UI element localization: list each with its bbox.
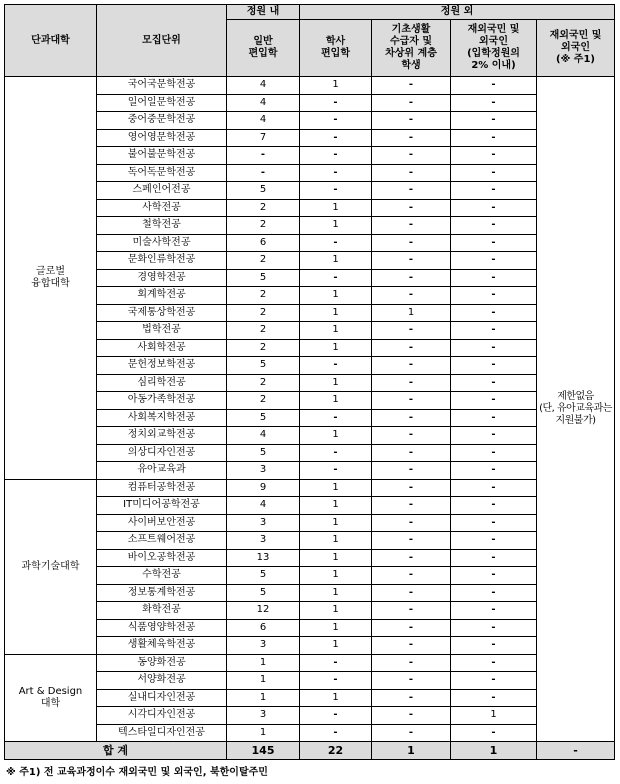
basic-living-count: -: [372, 497, 451, 515]
overseas-korean-count: -: [451, 182, 537, 200]
general-transfer-count: 4: [227, 77, 300, 95]
dept-name: 정치외교학전공: [97, 427, 227, 445]
basic-living-count: -: [372, 287, 451, 305]
general-transfer-count: 2: [227, 392, 300, 410]
bachelor-transfer-count: -: [300, 357, 372, 375]
dept-name: 정보통계학전공: [97, 584, 227, 602]
college-name: 과학기술대학: [5, 479, 97, 654]
overseas-korean-count: -: [451, 549, 537, 567]
basic-living-count: -: [372, 444, 451, 462]
table-row: [5, 252, 615, 270]
general-transfer-count: 5: [227, 567, 300, 585]
dept-name: 문화인류학전공: [97, 252, 227, 270]
table-row: [5, 707, 615, 725]
general-transfer-count: 2: [227, 199, 300, 217]
general-transfer-count: 12: [227, 602, 300, 620]
bachelor-transfer-count: 1: [300, 322, 372, 340]
bachelor-transfer-count: 1: [300, 479, 372, 497]
general-transfer-count: 2: [227, 287, 300, 305]
dept-name: 국제통상학전공: [97, 304, 227, 322]
overseas-korean-count: -: [451, 514, 537, 532]
basic-living-count: -: [372, 619, 451, 637]
general-transfer-count: 5: [227, 444, 300, 462]
bachelor-transfer-count: 1: [300, 392, 372, 410]
dept-name: 사회복지학전공: [97, 409, 227, 427]
dept-name: 서양화전공: [97, 672, 227, 690]
bachelor-transfer-count: 1: [300, 514, 372, 532]
dept-name: 사학전공: [97, 199, 227, 217]
basic-living-count: -: [372, 689, 451, 707]
general-transfer-count: -: [227, 147, 300, 165]
basic-living-count: -: [372, 654, 451, 672]
bachelor-transfer-count: 1: [300, 252, 372, 270]
overseas-korean-count: -: [451, 147, 537, 165]
table-row: [5, 409, 615, 427]
dept-name: 심리학전공: [97, 374, 227, 392]
dept-name: 사회학전공: [97, 339, 227, 357]
bachelor-transfer-count: 1: [300, 689, 372, 707]
basic-living-count: -: [372, 479, 451, 497]
overseas-korean-count: 1: [451, 707, 537, 725]
bachelor-transfer-count: 1: [300, 532, 372, 550]
dept-name: 철학전공: [97, 217, 227, 235]
bachelor-transfer-count: -: [300, 654, 372, 672]
table-row: [5, 514, 615, 532]
general-transfer-count: 3: [227, 462, 300, 480]
table-row: [5, 392, 615, 410]
dept-name: 미술사학전공: [97, 234, 227, 252]
dept-name: 경영학전공: [97, 269, 227, 287]
overseas-korean-count: -: [451, 94, 537, 112]
dept-name: 중어중문학전공: [97, 112, 227, 130]
general-transfer-count: 4: [227, 112, 300, 130]
table-row: [5, 724, 615, 742]
overseas-korean-count: -: [451, 637, 537, 655]
bachelor-transfer-count: 1: [300, 602, 372, 620]
general-transfer-count: 3: [227, 707, 300, 725]
bachelor-transfer-count: 1: [300, 637, 372, 655]
dept-name: 회계학전공: [97, 287, 227, 305]
bachelor-transfer-count: 1: [300, 619, 372, 637]
overseas-korean-count: -: [451, 409, 537, 427]
table-row: [5, 164, 615, 182]
table-row: [5, 532, 615, 550]
bachelor-transfer-count: 1: [300, 427, 372, 445]
overseas-korean-count: -: [451, 374, 537, 392]
general-transfer-count: 5: [227, 357, 300, 375]
general-transfer-count: 2: [227, 339, 300, 357]
total-foreign: -: [537, 742, 615, 760]
basic-living-count: -: [372, 129, 451, 147]
general-transfer-count: 6: [227, 234, 300, 252]
table-row: [5, 269, 615, 287]
overseas-korean-count: -: [451, 602, 537, 620]
basic-living-count: -: [372, 724, 451, 742]
table-row: [5, 479, 615, 497]
overseas-korean-count: -: [451, 217, 537, 235]
general-transfer-count: 2: [227, 252, 300, 270]
overseas-korean-count: -: [451, 672, 537, 690]
overseas-korean-count: -: [451, 339, 537, 357]
dept-name: 소프트웨어전공: [97, 532, 227, 550]
table-row: [5, 304, 615, 322]
basic-living-count: -: [372, 532, 451, 550]
dept-name: 아동가족학전공: [97, 392, 227, 410]
basic-living-count: -: [372, 182, 451, 200]
dept-name: 시각디자인전공: [97, 707, 227, 725]
general-transfer-count: 6: [227, 619, 300, 637]
bachelor-transfer-count: -: [300, 409, 372, 427]
basic-living-count: -: [372, 584, 451, 602]
table-row: [5, 147, 615, 165]
overseas-korean-count: -: [451, 497, 537, 515]
table-row: [5, 234, 615, 252]
dept-name: 수학전공: [97, 567, 227, 585]
header-bachelor-transfer: 학사 편입학: [300, 20, 372, 77]
table-row: [5, 497, 615, 515]
dept-name: 유아교육과: [97, 462, 227, 480]
overseas-korean-count: -: [451, 654, 537, 672]
dept-name: IT미디어공학전공: [97, 497, 227, 515]
bachelor-transfer-count: 1: [300, 549, 372, 567]
bachelor-transfer-count: 1: [300, 584, 372, 602]
header-college: 단과대학: [5, 5, 97, 77]
basic-living-count: -: [372, 147, 451, 165]
table-row: [5, 462, 615, 480]
foreign-eligibility-note: 제한없음 (단, 유아교육과는 지원불가): [537, 77, 615, 742]
general-transfer-count: 5: [227, 182, 300, 200]
basic-living-count: -: [372, 672, 451, 690]
table-row: [5, 549, 615, 567]
general-transfer-count: 9: [227, 479, 300, 497]
header-quota-out: 정원 외: [300, 5, 615, 20]
table-row: [5, 357, 615, 375]
table-body: [5, 77, 615, 760]
dept-name: 동양화전공: [97, 654, 227, 672]
overseas-korean-count: -: [451, 129, 537, 147]
dept-name: 사이버보안전공: [97, 514, 227, 532]
dept-name: 일어일문학전공: [97, 94, 227, 112]
bachelor-transfer-count: 1: [300, 567, 372, 585]
table-row: [5, 322, 615, 340]
basic-living-count: -: [372, 637, 451, 655]
header-basic-living: 기초생활 수급자 및 차상위 계층 학생: [372, 20, 451, 77]
header-general-transfer: 일반 편입학: [227, 20, 300, 77]
general-transfer-count: 1: [227, 724, 300, 742]
general-transfer-count: 3: [227, 532, 300, 550]
basic-living-count: -: [372, 409, 451, 427]
basic-living-count: -: [372, 339, 451, 357]
basic-living-count: -: [372, 234, 451, 252]
bachelor-transfer-count: -: [300, 129, 372, 147]
table-row: [5, 672, 615, 690]
overseas-korean-count: -: [451, 689, 537, 707]
overseas-korean-count: -: [451, 199, 537, 217]
overseas-korean-count: -: [451, 77, 537, 95]
basic-living-count: -: [372, 514, 451, 532]
bachelor-transfer-count: -: [300, 94, 372, 112]
general-transfer-count: 5: [227, 269, 300, 287]
table-row: [5, 182, 615, 200]
dept-name: 영어영문학전공: [97, 129, 227, 147]
bachelor-transfer-count: -: [300, 234, 372, 252]
basic-living-count: -: [372, 357, 451, 375]
general-transfer-count: 3: [227, 637, 300, 655]
basic-living-count: -: [372, 567, 451, 585]
table-row: [5, 374, 615, 392]
dept-name: 문헌정보학전공: [97, 357, 227, 375]
basic-living-count: -: [372, 269, 451, 287]
overseas-korean-count: -: [451, 584, 537, 602]
dept-name: 식품영양학전공: [97, 619, 227, 637]
overseas-korean-count: -: [451, 357, 537, 375]
table-row: [5, 444, 615, 462]
basic-living-count: -: [372, 77, 451, 95]
overseas-korean-count: -: [451, 532, 537, 550]
general-transfer-count: 2: [227, 304, 300, 322]
admissions-quota-table: [4, 4, 615, 760]
bachelor-transfer-count: -: [300, 444, 372, 462]
general-transfer-count: 1: [227, 689, 300, 707]
total-basic: 1: [372, 742, 451, 760]
dept-name: 국어국문학전공: [97, 77, 227, 95]
bachelor-transfer-count: -: [300, 164, 372, 182]
table-row: [5, 94, 615, 112]
header-unit: 모집단위: [97, 5, 227, 77]
general-transfer-count: 1: [227, 654, 300, 672]
overseas-korean-count: -: [451, 724, 537, 742]
dept-name: 바이오공학전공: [97, 549, 227, 567]
header-overseas-foreign: 재외국민 및 외국인 (※ 주1): [537, 20, 615, 77]
general-transfer-count: 2: [227, 217, 300, 235]
general-transfer-count: 7: [227, 129, 300, 147]
dept-name: 스페인어전공: [97, 182, 227, 200]
basic-living-count: -: [372, 549, 451, 567]
header-quota-in: 정원 내: [227, 5, 300, 20]
table-row: [5, 689, 615, 707]
dept-name: 법학전공: [97, 322, 227, 340]
general-transfer-count: 2: [227, 322, 300, 340]
overseas-korean-count: -: [451, 392, 537, 410]
header-overseas-korean: 재외국민 및 외국인 (입학정원의 2% 이내): [451, 20, 537, 77]
bachelor-transfer-count: 1: [300, 217, 372, 235]
table-row: [5, 339, 615, 357]
basic-living-count: -: [372, 252, 451, 270]
overseas-korean-count: -: [451, 427, 537, 445]
general-transfer-count: 3: [227, 514, 300, 532]
overseas-korean-count: -: [451, 322, 537, 340]
basic-living-count: -: [372, 217, 451, 235]
overseas-korean-count: -: [451, 252, 537, 270]
bachelor-transfer-count: -: [300, 269, 372, 287]
total-row: [5, 742, 615, 760]
overseas-korean-count: -: [451, 567, 537, 585]
college-name: 글로벌 융합대학: [5, 77, 97, 480]
bachelor-transfer-count: 1: [300, 497, 372, 515]
total-overseas: 1: [451, 742, 537, 760]
basic-living-count: -: [372, 602, 451, 620]
basic-living-count: -: [372, 462, 451, 480]
table-row: [5, 129, 615, 147]
overseas-korean-count: -: [451, 269, 537, 287]
general-transfer-count: 4: [227, 427, 300, 445]
basic-living-count: -: [372, 374, 451, 392]
overseas-korean-count: -: [451, 164, 537, 182]
dept-name: 의상디자인전공: [97, 444, 227, 462]
total-label: 합 계: [5, 742, 227, 760]
overseas-korean-count: -: [451, 304, 537, 322]
general-transfer-count: 5: [227, 584, 300, 602]
table-row: [5, 637, 615, 655]
bachelor-transfer-count: -: [300, 462, 372, 480]
overseas-korean-count: -: [451, 234, 537, 252]
table-row: [5, 654, 615, 672]
table-row: [5, 584, 615, 602]
basic-living-count: -: [372, 392, 451, 410]
bachelor-transfer-count: 1: [300, 199, 372, 217]
total-bachelor: 22: [300, 742, 372, 760]
dept-name: 실내디자인전공: [97, 689, 227, 707]
table-row: [5, 567, 615, 585]
basic-living-count: 1: [372, 304, 451, 322]
bachelor-transfer-count: -: [300, 112, 372, 130]
bachelor-transfer-count: -: [300, 724, 372, 742]
footnote: ※ 주1) 전 교육과정이수 재외국민 및 외국인, 북한이탈주민: [6, 767, 268, 778]
general-transfer-count: -: [227, 164, 300, 182]
bachelor-transfer-count: -: [300, 182, 372, 200]
overseas-korean-count: -: [451, 462, 537, 480]
dept-name: 불어불문학전공: [97, 147, 227, 165]
dept-name: 생활체육학전공: [97, 637, 227, 655]
overseas-korean-count: -: [451, 444, 537, 462]
basic-living-count: -: [372, 427, 451, 445]
table-row: [5, 217, 615, 235]
general-transfer-count: 4: [227, 497, 300, 515]
total-general: 145: [227, 742, 300, 760]
bachelor-transfer-count: -: [300, 672, 372, 690]
bachelor-transfer-count: 1: [300, 77, 372, 95]
bachelor-transfer-count: -: [300, 147, 372, 165]
general-transfer-count: 4: [227, 94, 300, 112]
basic-living-count: -: [372, 94, 451, 112]
college-name: Art & Design 대학: [5, 654, 97, 742]
overseas-korean-count: -: [451, 287, 537, 305]
table-row: [5, 427, 615, 445]
bachelor-transfer-count: -: [300, 707, 372, 725]
bachelor-transfer-count: 1: [300, 287, 372, 305]
table-row: [5, 199, 615, 217]
table-row: [5, 287, 615, 305]
dept-name: 컴퓨터공학전공: [97, 479, 227, 497]
table-row: [5, 602, 615, 620]
table-row: [5, 112, 615, 130]
basic-living-count: -: [372, 199, 451, 217]
basic-living-count: -: [372, 112, 451, 130]
dept-name: 독어독문학전공: [97, 164, 227, 182]
general-transfer-count: 5: [227, 409, 300, 427]
overseas-korean-count: -: [451, 619, 537, 637]
dept-name: 텍스타일디자인전공: [97, 724, 227, 742]
bachelor-transfer-count: 1: [300, 374, 372, 392]
general-transfer-count: 1: [227, 672, 300, 690]
basic-living-count: -: [372, 707, 451, 725]
basic-living-count: -: [372, 164, 451, 182]
bachelor-transfer-count: 1: [300, 304, 372, 322]
general-transfer-count: 2: [227, 374, 300, 392]
overseas-korean-count: -: [451, 479, 537, 497]
table-row: [5, 77, 615, 95]
table-row: [5, 619, 615, 637]
bachelor-transfer-count: 1: [300, 339, 372, 357]
general-transfer-count: 13: [227, 549, 300, 567]
overseas-korean-count: -: [451, 112, 537, 130]
basic-living-count: -: [372, 322, 451, 340]
dept-name: 화학전공: [97, 602, 227, 620]
table-header: [5, 5, 615, 77]
